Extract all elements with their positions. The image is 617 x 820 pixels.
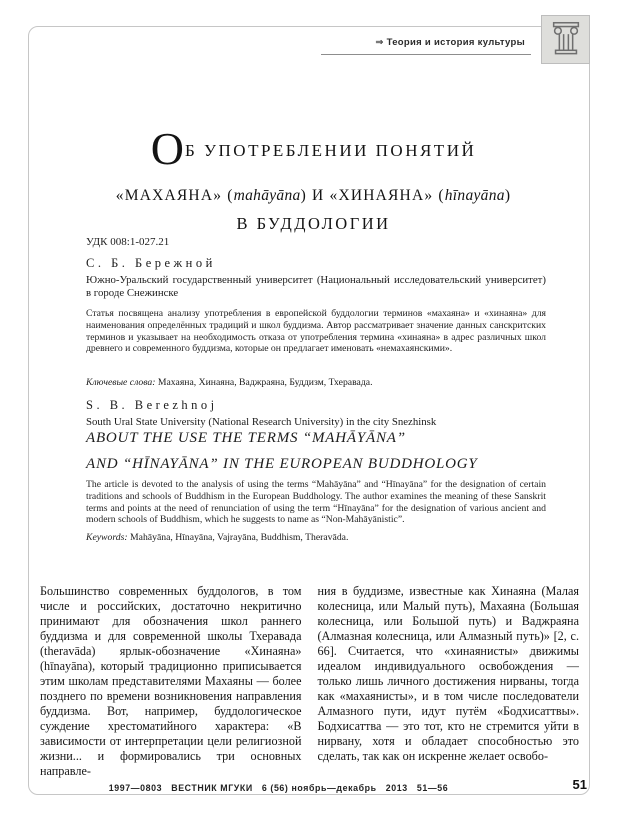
body-column-right: ния в буддизме, известные как Хинаяна (Малая колесница, или Малый путь), Махаяна (Большая колесница, или Большой путь) и Ваджраяна (Алмазная колесница, или Алмазный путь)» [2, с. 66]. Считается, что «хинаянисты» движимы идеалом индивидуального освобождения — только лишь личного достижения нирваны, тогда как «махаянисты», и в том числе последователи Алмазного пути, идут путём «Бодхисаттвы». Бодхисаттва — это тот, кто не стремится уйти в нирвану, хотя и обладает способностью это сделать, так как он искренне желает освобо- (317, 584, 579, 763)
title-line1-text: Б УПОТРЕБЛЕНИИ ПОНЯТИЙ (184, 141, 477, 160)
title-line2-ru-b: ) И «ХИНАЯНА» ( (300, 187, 445, 204)
author-affiliation-ru: Южно-Уральский государственный университет (Национальный исследовательский университет) в городе Снежинске (86, 274, 546, 299)
author-affiliation-en: South Ural State University (National Research University) in the city Snezhinsk (86, 416, 437, 428)
udc-code: УДК 008:1-027.21 (86, 236, 170, 248)
keywords-en-text: Mahāyāna, Hīnayāna, Vajrayāna, Buddhism, Theravāda. (127, 532, 349, 543)
article-title-line3: В БУДДОЛОГИИ (236, 214, 391, 233)
body-column-left: Большинство современных буддологов, в том числе и российских, достаточно некритично принимают для обозначения школ раннего буддизма и для современной школы Тхеравада (theravāda) ярлык-обозначение «Хинаяна» (hīnayāna), который традиционно приписывается этим школам представителями Махаяны — более позднего по времени возникновения направления буддизма. Вот, например, буддологическое суждение хрестоматийного характера: «В зависимости от интерпретации цели религиозной жизни... и формировались три основных направле- (40, 584, 302, 778)
article-title-line2 (55, 187, 572, 205)
page-number: 51 (572, 777, 587, 792)
title-line2-sanskrit-a: mahāyāna (233, 187, 301, 204)
article-title-en-line1: ABOUT THE USE THE TERMS “MAHĀYĀNA” (86, 430, 406, 446)
title-line2-sanskrit-b: hīnayāna (444, 187, 505, 204)
title-line2-ru-a: «МАХАЯНА» ( (115, 187, 234, 204)
abstract-ru: Статья посвящена анализу употребления в европейской буддологии терминов «махаяна» и «хинаяна» для наименования определённых традиций и школ буддизма. Автор рассматривает значение данных санскритских терминов и указывает на необходимость отказа от употребления термина «хинаяна» в адрес различных школ древнего и современного буддизма, которые он предлагает именовать «немахаянскими». (86, 308, 546, 355)
rubric-rule (321, 54, 531, 55)
author-name-en: S. B. Berezhnoj (86, 398, 218, 412)
keywords-ru-text: Махаяна, Хинаяна, Ваджраяна, Буддизм, Тхеравада. (155, 377, 373, 388)
keywords-en (86, 532, 546, 543)
journal-footer-info: 1997—0803 ВЕСТНИК МГУКИ 6 (56) ноябрь—декабрь 2013 51—56 (108, 783, 449, 793)
author-name-ru: С. Б. Бережной (86, 256, 216, 270)
abstract-en: The article is devoted to the analysis of using the terms “Mahāyāna” and “Hīnayāna” for the designation of certain traditions and schools of Buddhism in the European Buddhology. The author examines the meaning of these Sanskrit terms and points at the need of renunciation of using the term “Hīnayāna” for the designation of various ancient and modern schools of Buddhism, which he suggests to name as “Non-Mahāyānistic”. (86, 479, 546, 526)
keywords-en-label: Keywords: (86, 532, 128, 543)
title-line2-ru-c: ) (504, 187, 512, 204)
article-title-line1 (55, 122, 572, 175)
keywords-ru-label: Ключевые слова: (86, 377, 156, 388)
article-title-en-line2: AND “HĪNAYĀNA” IN THE EUROPEAN BUDDHOLOGY (86, 456, 478, 472)
column-icon (547, 18, 585, 61)
keywords-ru (86, 377, 546, 388)
section-icon-box (541, 15, 590, 64)
title-drop-initial: О (150, 123, 184, 174)
article-title (55, 122, 572, 234)
article-body (40, 584, 579, 779)
section-rubric: ⇒ Теория и история культуры (375, 37, 525, 48)
